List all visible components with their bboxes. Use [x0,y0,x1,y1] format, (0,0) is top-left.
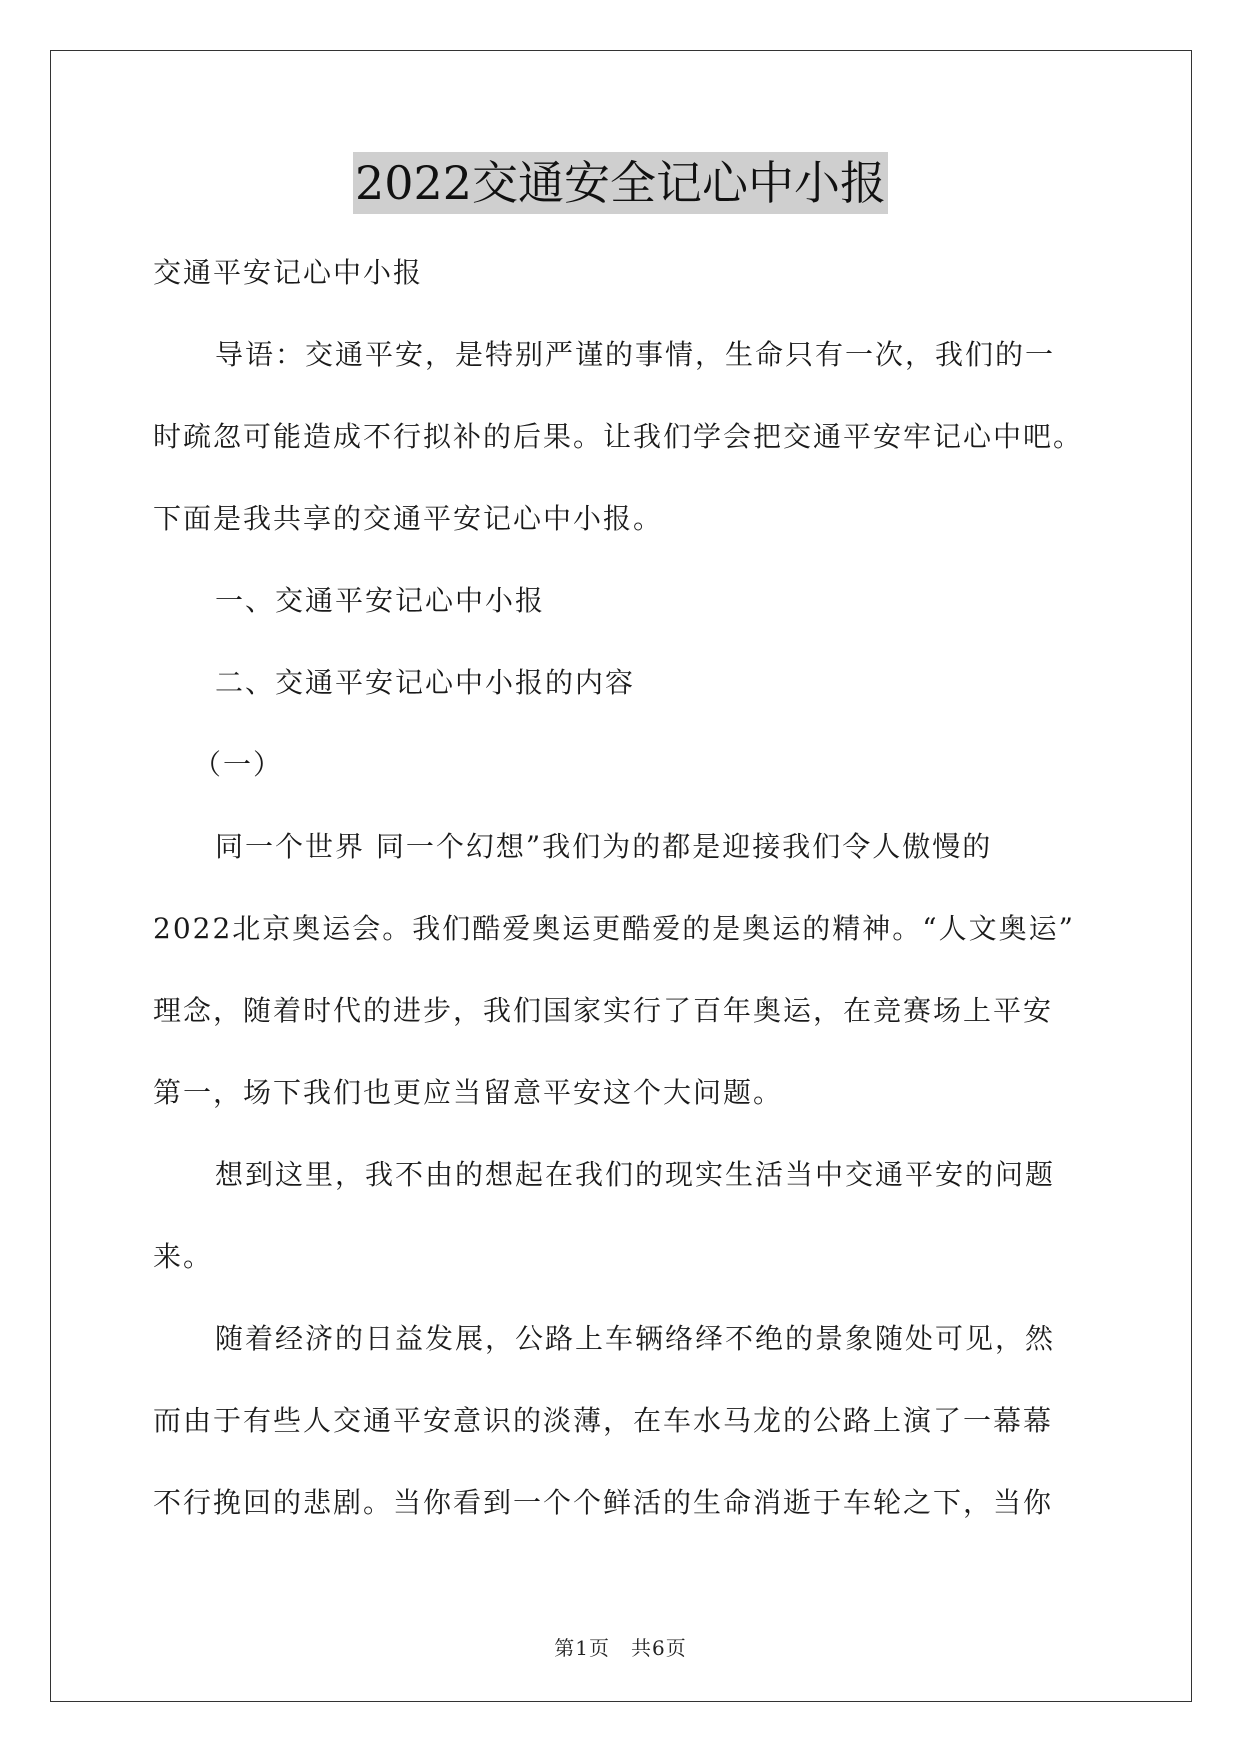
document-body [153,232,1103,1544]
paragraph-line: 时疏忽可能造成不行拟补的后果。让我们学会把交通平安牢记心中吧。 [153,420,1084,453]
paragraph-line: 同一个世界 同一个幻想”我们为的都是迎接我们令人傲慢的 [215,830,993,863]
subtitle-line: 交通平安记心中小报 [153,256,424,289]
paragraph-line: 理念，随着时代的进步，我们国家实行了百年奥运，在竞赛场上平安 [153,994,1054,1027]
paragraph-line: 第一，场下我们也更应当留意平安这个大问题。 [153,1076,784,1109]
page-number-footer: 第1页 共6页 [554,1636,687,1660]
document-title: 2022交通安全记心中小报 [353,152,888,214]
paragraph-line: 下面是我共享的交通平安记心中小报。 [153,502,664,535]
paragraph-line: 导语：交通平安，是特别严谨的事情，生命只有一次，我们的一 [215,338,1056,371]
title-container [0,152,1241,214]
paragraph-line: 随着经济的日益发展，公路上车辆络绎不绝的景象随处可见，然 [215,1322,1056,1355]
paragraph-line: 来。 [153,1240,214,1273]
paragraph-line: 不行挽回的悲剧。当你看到一个个鲜活的生命消逝于车轮之下，当你 [153,1486,1054,1519]
section-heading: 二、交通平安记心中小报的内容 [215,666,636,699]
subsection-heading: （一） [193,748,284,781]
paragraph-line: 想到这里，我不由的想起在我们的现实生活当中交通平安的问题 [215,1158,1056,1191]
paragraph-line: 2022北京奥运会。我们酷爱奥运更酷爱的是奥运的精神。“人文奥运” [153,912,1075,945]
paragraph-line: 而由于有些人交通平安意识的淡薄，在车水马龙的公路上演了一幕幕 [153,1404,1054,1437]
section-heading: 一、交通平安记心中小报 [215,584,546,617]
